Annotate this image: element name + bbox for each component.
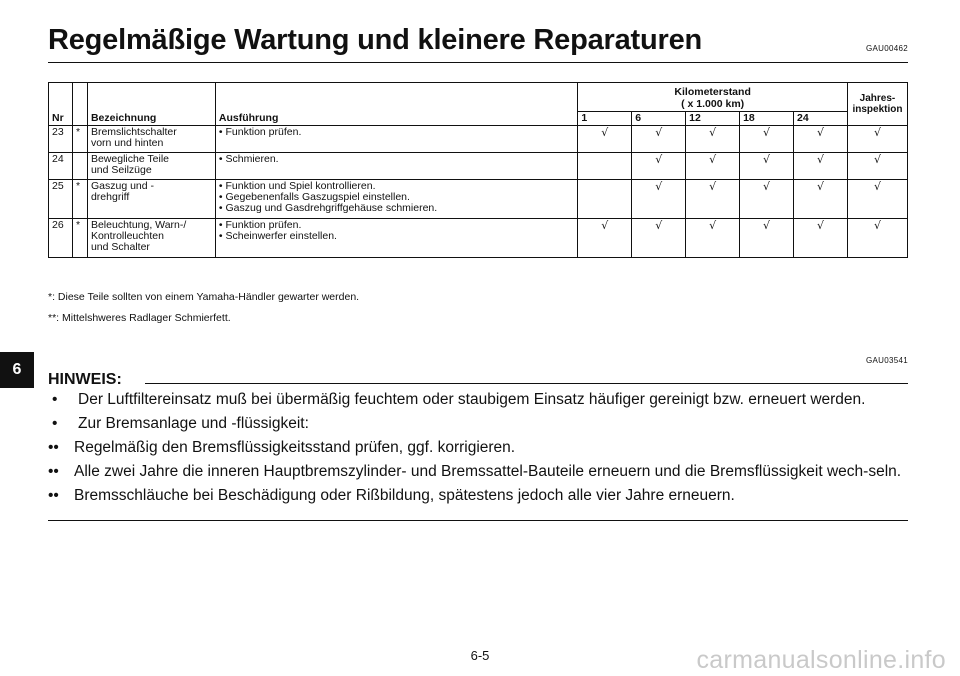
bezeichnung-line: Beleuchtung, Warn-/ — [90, 219, 187, 231]
list-item-text: Der Luftfiltereinsatz muß bei übermäßig feuchtem oder staubigem Einsatz häufiger gereinigt bzw. erneuert werden. — [78, 391, 866, 408]
header-star — [72, 83, 87, 126]
check-cell: √ — [847, 180, 907, 219]
check-cell: √ — [632, 180, 686, 219]
hinweis-code: GAU03541 — [866, 356, 908, 365]
footnote-double-star: **: Mittelshweres Radlager Schmierfett. — [48, 312, 231, 324]
bezeichnung-line: und Seilzüge — [90, 164, 152, 176]
row-bezeichnung — [87, 126, 215, 153]
hinweis-title: HINWEIS: — [48, 371, 122, 388]
ausfuehrung-line: • Schmieren. — [218, 153, 279, 165]
row-bezeichnung — [87, 180, 215, 219]
header-nr: Nr — [49, 83, 73, 126]
row-star: * — [72, 126, 87, 153]
header-bezeichnung: Bezeichnung — [87, 83, 215, 126]
row-nr: 24 — [49, 153, 73, 180]
check-cell: √ — [632, 153, 686, 180]
list-item — [48, 437, 910, 458]
row-star: * — [72, 180, 87, 219]
check-cell: √ — [632, 126, 686, 153]
bezeichnung-line: Bremslichtschalter — [90, 126, 177, 138]
row-star: * — [72, 219, 87, 258]
row-ausfuehrung — [215, 126, 577, 153]
check-cell — [578, 153, 632, 180]
list-item-text: Bremsschläuche bei Beschädigung oder Rißbildung, spätestens jedoch alle vier Jahre erneuern. — [74, 487, 735, 504]
row-star — [72, 153, 87, 180]
list-item-text: Alle zwei Jahre die inneren Hauptbremszylinder- und Bremssattel-Bauteile erneuern und die Bremsflüssigkeit wech-seln. — [74, 463, 902, 480]
header-km-18: 18 — [740, 112, 794, 126]
footnote-star: *: Diese Teile sollten von einem Yamaha-Händler gewarter werden. — [48, 291, 360, 303]
header-ausfuehrung: Ausführung — [215, 83, 577, 126]
table-row — [49, 219, 908, 258]
watermark: carmanualsonline.info — [696, 646, 946, 674]
header-km-24: 24 — [794, 112, 848, 126]
bullet: • — [52, 415, 58, 432]
check-cell: √ — [740, 153, 794, 180]
check-cell: √ — [740, 180, 794, 219]
list-item-text: Zur Bremsanlage und -flüssigkeit: — [78, 415, 309, 432]
row-ausfuehrung — [215, 153, 577, 180]
check-cell: √ — [847, 219, 907, 258]
table-row — [49, 126, 908, 153]
check-cell: √ — [578, 219, 632, 258]
row-ausfuehrung — [215, 180, 577, 219]
check-cell: √ — [686, 180, 740, 219]
list-item — [48, 461, 910, 482]
bezeichnung-line: Kontrolleuchten — [90, 230, 164, 242]
list-item — [48, 413, 910, 434]
list-item-text: Regelmäßig den Bremsflüssigkeitsstand prüfen, ggf. korrigieren. — [74, 439, 516, 456]
check-cell: √ — [632, 219, 686, 258]
header-km-12: 12 — [686, 112, 740, 126]
ausfuehrung-line: • Funktion prüfen. — [218, 219, 302, 231]
bullet: •• — [48, 463, 59, 480]
list-item — [48, 485, 910, 506]
check-cell: √ — [686, 153, 740, 180]
bullet: •• — [48, 487, 59, 504]
row-ausfuehrung — [215, 219, 577, 258]
bezeichnung-line: und Schalter — [90, 241, 150, 253]
list-item — [48, 389, 910, 410]
chapter-tab: 6 — [0, 352, 34, 388]
check-cell: √ — [686, 219, 740, 258]
hinweis-list — [48, 389, 910, 509]
check-cell: √ — [847, 153, 907, 180]
check-cell: √ — [847, 126, 907, 153]
bezeichnung-line: Bewegliche Teile — [90, 153, 169, 165]
page-number: 6-5 — [470, 648, 490, 663]
ausfuehrung-line: • Funktion und Spiel kontrollieren. — [218, 180, 376, 192]
jahres-line1: Jahres- — [859, 93, 896, 104]
row-nr: 25 — [49, 180, 73, 219]
row-bezeichnung — [87, 153, 215, 180]
ausfuehrung-line: • Gaszug und Gasdrehgriffgehäuse schmieren. — [218, 202, 438, 214]
header-km-1: 1 — [578, 112, 632, 126]
kilometerstand-label: Kilometerstand — [674, 86, 751, 98]
check-cell: √ — [794, 153, 848, 180]
table-row — [49, 153, 908, 180]
row-nr: 26 — [49, 219, 73, 258]
hinweis-rule — [145, 383, 908, 384]
jahres-line2: inspektion — [852, 104, 903, 115]
bezeichnung-line: drehgriff — [90, 191, 130, 203]
bullet: •• — [48, 439, 59, 456]
bezeichnung-line: vorn und hinten — [90, 137, 164, 149]
check-cell: √ — [794, 219, 848, 258]
check-cell: √ — [686, 126, 740, 153]
row-bezeichnung — [87, 219, 215, 258]
ausfuehrung-line: • Scheinwerfer einstellen. — [218, 230, 337, 242]
page-title: Regelmäßige Wartung und kleinere Reparaturen — [48, 24, 703, 56]
ausfuehrung-line: • Gegebenenfalls Gaszugspiel einstellen. — [218, 191, 410, 203]
check-cell: √ — [794, 180, 848, 219]
maintenance-table — [48, 82, 908, 258]
bezeichnung-line: Gaszug und - — [90, 180, 155, 192]
check-cell: √ — [794, 126, 848, 153]
check-cell: √ — [740, 219, 794, 258]
km-unit-label: ( x 1.000 km) — [681, 98, 745, 110]
ausfuehrung-line: • Funktion prüfen. — [218, 126, 302, 138]
check-cell — [578, 180, 632, 219]
header-jahresinspektion — [847, 83, 907, 126]
check-cell: √ — [578, 126, 632, 153]
header-kilometerstand — [578, 83, 848, 112]
doc-code: GAU00462 — [866, 44, 908, 53]
header-km-6: 6 — [632, 112, 686, 126]
bottom-rule — [48, 520, 908, 521]
bullet: • — [52, 391, 58, 408]
row-nr: 23 — [49, 126, 73, 153]
title-rule — [48, 62, 908, 63]
table-row — [49, 180, 908, 219]
check-cell: √ — [740, 126, 794, 153]
